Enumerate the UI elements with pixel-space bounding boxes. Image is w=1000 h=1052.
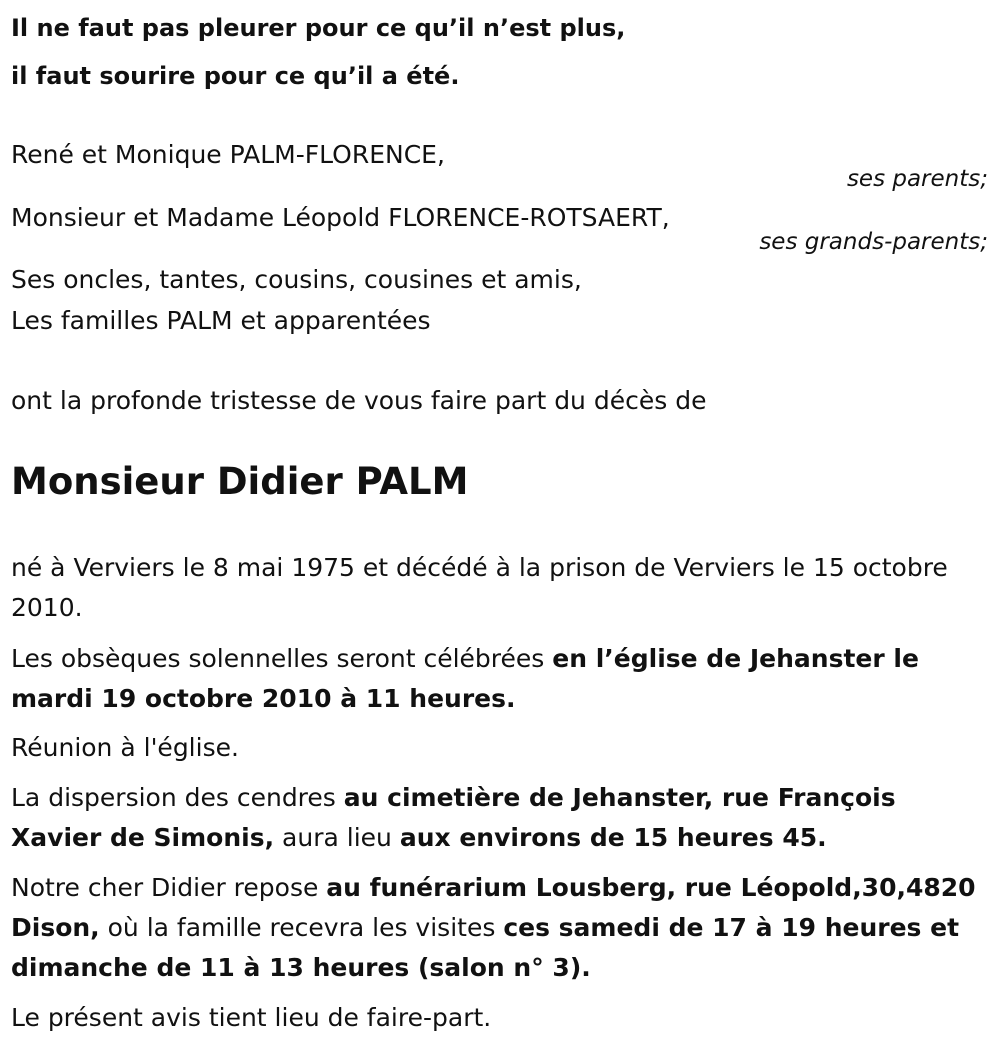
closing-line: Le présent avis tient lieu de faire-part. — [11, 1003, 492, 1032]
visitation-place: au funérarium Lousberg, rue Léopold,30,4820 Dison, — [11, 873, 976, 942]
announcement-line: ont la profonde tristesse de vous faire part du décès de — [11, 386, 707, 415]
families-line: Les familles PALM et apparentées — [11, 306, 431, 335]
funeral-place-time: en l’église de Jehanster le mardi 19 octobre 2010 à 11 heures. — [11, 644, 919, 713]
quote-line-2: il faut sourire pour ce qu’il a été. — [11, 62, 460, 90]
ashes-time: aux environs de 15 heures 45. — [399, 823, 827, 852]
funeral-paragraph — [11, 639, 989, 719]
parents-names: René et Monique PALM-FLORENCE, — [11, 140, 445, 169]
gathering-line: Réunion à l'église. — [11, 733, 239, 762]
quote-line-1: Il ne faut pas pleurer pour ce qu’il n’est plus, — [11, 14, 626, 42]
visitation-paragraph — [11, 868, 989, 988]
visitation-times: ces samedi de 17 à 19 heures et dimanche de 11 à 13 heures (salon n° 3). — [11, 913, 960, 982]
ashes-intro: La dispersion des cendres — [11, 783, 344, 812]
parents-role: ses parents; — [846, 166, 988, 192]
visitation-intro: Notre cher Didier repose — [11, 873, 327, 902]
grandparents-names: Monsieur et Madame Léopold FLORENCE-ROTSAERT, — [11, 203, 670, 232]
ashes-place: au cimetière de Jehanster, rue François Xavier de Simonis, — [11, 783, 896, 852]
ashes-mid: aura lieu — [274, 823, 400, 852]
deceased-name: Monsieur Didier PALM — [11, 460, 469, 503]
ashes-paragraph — [11, 778, 989, 858]
birth-death-paragraph: né à Verviers le 8 mai 1975 et décédé à la prison de Verviers le 15 octobre 2010. — [11, 553, 948, 622]
relatives-line: Ses oncles, tantes, cousins, cousines et amis, — [11, 265, 582, 294]
grandparents-role: ses grands-parents; — [759, 229, 988, 255]
funeral-intro: Les obsèques solennelles seront célébrées — [11, 644, 553, 673]
visitation-mid: où la famille recevra les visites — [99, 913, 504, 942]
